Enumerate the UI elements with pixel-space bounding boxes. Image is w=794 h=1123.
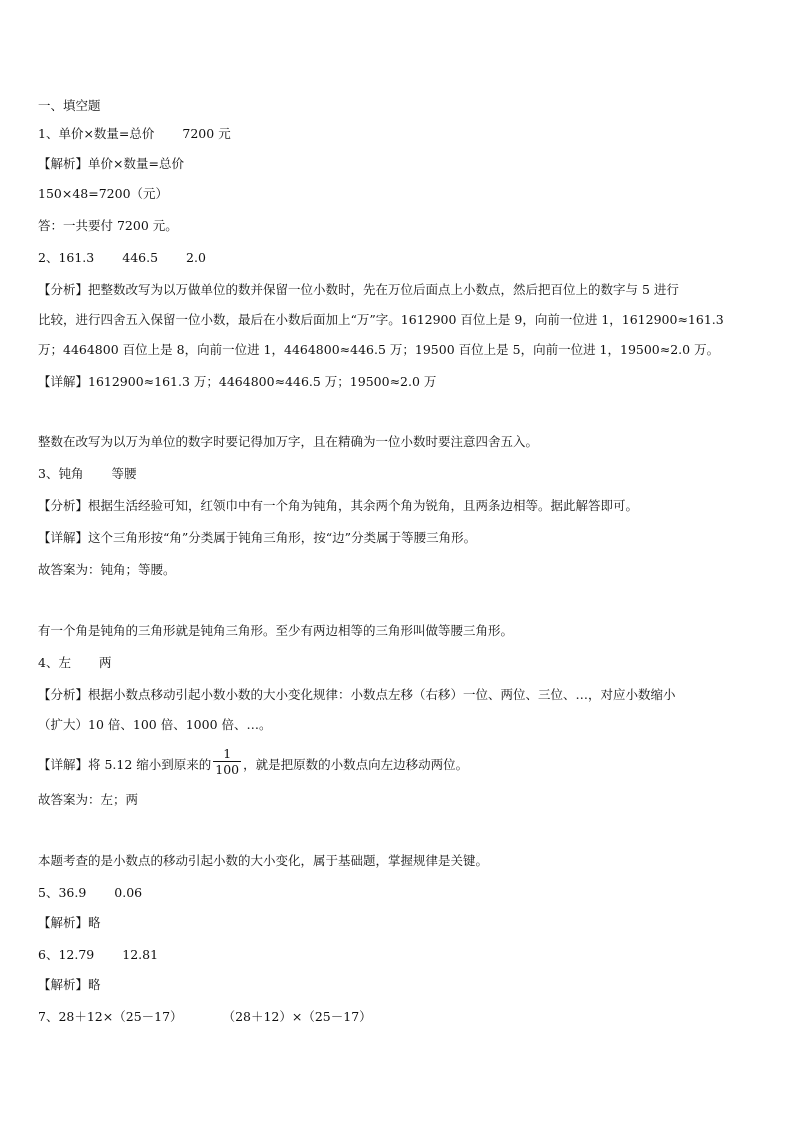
question-2-note: 整数在改写为以万为单位的数字时要记得加万字，且在精确为一位小数时要注意四舍五入。 <box>38 434 539 449</box>
fraction-one-hundredth <box>213 746 241 777</box>
question-3-answer: 故答案为：钝角；等腰。 <box>38 562 176 577</box>
question-1-calc: 150×48=7200（元） <box>38 186 169 201</box>
question-2-xiangjie: 【详解】1612900≈161.3 万；4464800≈446.5 万；19500≈2.0 万 <box>38 374 437 389</box>
question-2-fenxi-line-3: 万；4464800 百位上是 8，向前一位进 1，4464800≈446.5 万；19500 百位上是 5，向前一位进 1，19500≈2.0 万。 <box>38 342 720 357</box>
question-2-fenxi-line-1: 【分析】把整数改写为以万做单位的数并保留一位小数时，先在万位后面点上小数点，然后把百位上的数字与 5 进行 <box>38 282 679 297</box>
question-2-answer-2: 446.5 <box>122 250 159 265</box>
question-4-note: 本题考查的是小数点的移动引起小数的大小变化，属于基础题，掌握规律是关键。 <box>38 853 489 868</box>
question-3-fenxi: 【分析】根据生活经验可知，红领巾中有一个角为钝角，其余两个角为锐角，且两条边相等。据此解答即可。 <box>38 498 639 513</box>
question-3-xiangjie: 【详解】这个三角形按“角”分类属于钝角三角形，按“边”分类属于等腰三角形。 <box>38 530 477 545</box>
fraction-denominator: 100 <box>215 762 240 777</box>
question-4-xiangjie <box>38 746 758 781</box>
question-1-text: 1、单价×数量=总价 <box>38 126 155 141</box>
question-4-answer-2: 两 <box>98 655 112 670</box>
question-4-answer-1: 4、左 <box>38 655 71 670</box>
question-7-header <box>38 1008 758 1026</box>
question-4-xiangjie-pre: 【详解】将 5.12 缩小到原来的 <box>38 757 212 772</box>
question-7-answer-2: （28＋12）×（25－17） <box>222 1009 372 1024</box>
question-3-answer-2: 等腰 <box>111 466 137 481</box>
question-6-jiexi: 【解析】略 <box>38 977 101 992</box>
question-6-answer-1: 6、12.79 <box>38 947 95 962</box>
question-5-answer-2: 0.06 <box>114 885 143 900</box>
question-1-jiexi: 【解析】单价×数量=总价 <box>38 156 184 171</box>
question-3-answer-1: 3、钝角 <box>38 466 84 481</box>
section-title: 一、填空题 <box>38 98 101 113</box>
question-7-answer-1: 7、28＋12×（25－17） <box>38 1009 183 1024</box>
question-4-fenxi-line-2: （扩大）10 倍、100 倍、1000 倍、…。 <box>38 717 272 732</box>
question-4-fenxi-line-1: 【分析】根据小数点移动引起小数小数的大小变化规律：小数点左移（右移）一位、两位、三位、…，对应小数缩小 <box>38 687 676 702</box>
question-4-answer: 故答案为：左；两 <box>38 792 139 807</box>
question-3-note: 有一个角是钝角的三角形就是钝角三角形。至少有两边相等的三角形叫做等腰三角形。 <box>38 623 514 638</box>
question-2-answer-1: 2、161.3 <box>38 250 95 265</box>
question-1-conclusion: 答：一共要付 7200 元。 <box>38 218 178 233</box>
question-3-header <box>38 465 758 483</box>
question-5-header <box>38 884 758 902</box>
question-1-answer: 7200 元 <box>182 126 231 141</box>
question-6-header <box>38 946 758 964</box>
question-4-header <box>38 654 758 672</box>
fraction-numerator: 1 <box>223 746 232 761</box>
question-1-header <box>38 125 758 143</box>
question-2-answer-3: 2.0 <box>186 250 206 265</box>
question-5-jiexi: 【解析】略 <box>38 915 101 930</box>
question-2-header <box>38 249 758 267</box>
question-4-xiangjie-post: ，就是把原数的小数点向左边移动两位。 <box>243 757 469 772</box>
question-6-answer-2: 12.81 <box>122 947 159 962</box>
question-2-fenxi-line-2: 比较，进行四舍五入保留一位小数，最后在小数后面加上“万”字。1612900 百位上是 9，向前一位进 1，1612900≈161.3 <box>38 312 724 327</box>
question-5-answer-1: 5、36.9 <box>38 885 87 900</box>
